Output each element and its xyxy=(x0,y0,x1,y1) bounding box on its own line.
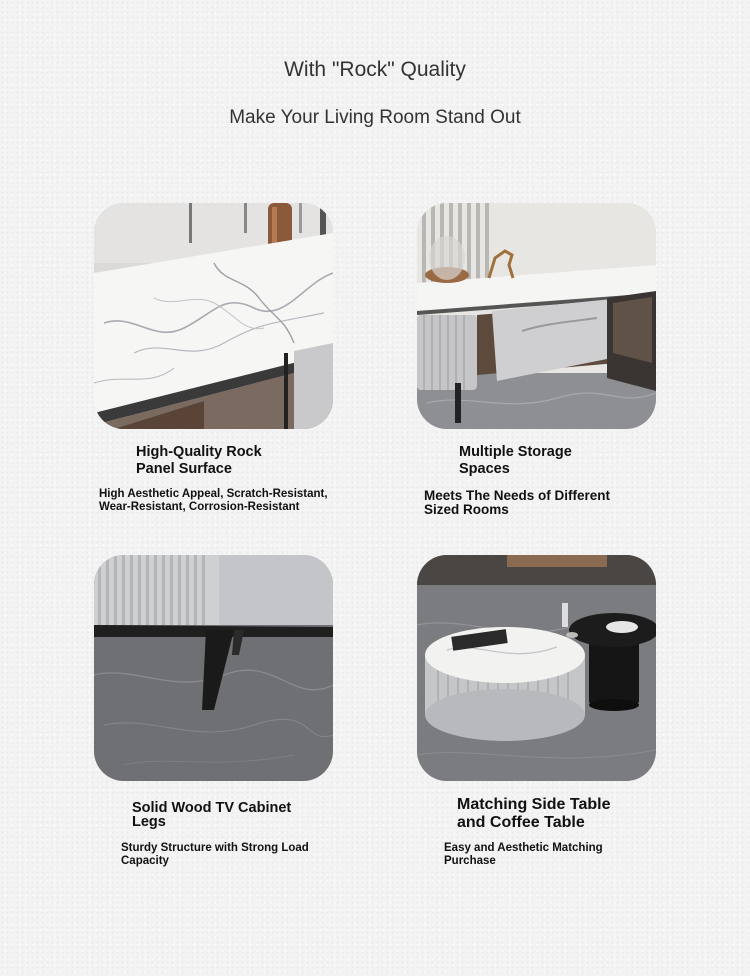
feature-title xyxy=(136,444,262,478)
feature-title-line: Legs xyxy=(132,814,166,830)
feature-description-line: Purchase xyxy=(444,855,496,867)
feature-description-line: Sturdy Structure with Strong Load xyxy=(121,842,309,854)
feature-title-line: and Coffee Table xyxy=(457,814,585,831)
feature-description-line: Capacity xyxy=(121,855,169,867)
feature-title-line: Solid Wood TV Cabinet xyxy=(132,800,292,816)
feature-description-line: Sized Rooms xyxy=(424,501,509,517)
feature-description xyxy=(121,842,309,868)
feature-title xyxy=(132,801,291,829)
feature-title xyxy=(459,444,572,478)
cabinet-legs-photo xyxy=(94,555,333,781)
rock-panel-surface-photo xyxy=(94,203,333,429)
storage-drawer-photo xyxy=(417,203,656,429)
page-title: With "Rock" Quality xyxy=(284,58,466,81)
feature-description xyxy=(99,488,328,514)
feature-title-line: High-Quality Rock xyxy=(136,444,262,460)
feature-description xyxy=(424,489,610,516)
coffee-table-photo xyxy=(417,555,656,781)
feature-description-line: High Aesthetic Appeal, Scratch-Resistant, xyxy=(99,488,328,500)
feature-title-line: Panel Surface xyxy=(136,461,232,477)
feature-title-line: Matching Side Table xyxy=(457,796,611,813)
feature-description-line: Easy and Aesthetic Matching xyxy=(444,842,603,854)
feature-description xyxy=(444,842,603,868)
page-subtitle: Make Your Living Room Stand Out xyxy=(229,107,521,128)
feature-title-line: Multiple Storage xyxy=(459,444,572,460)
feature-title xyxy=(457,796,611,832)
feature-title-line: Spaces xyxy=(459,461,510,477)
feature-description-line: Wear-Resistant, Corrosion-Resistant xyxy=(99,501,300,513)
feature-description-line: Meets The Needs of Different xyxy=(424,488,611,503)
